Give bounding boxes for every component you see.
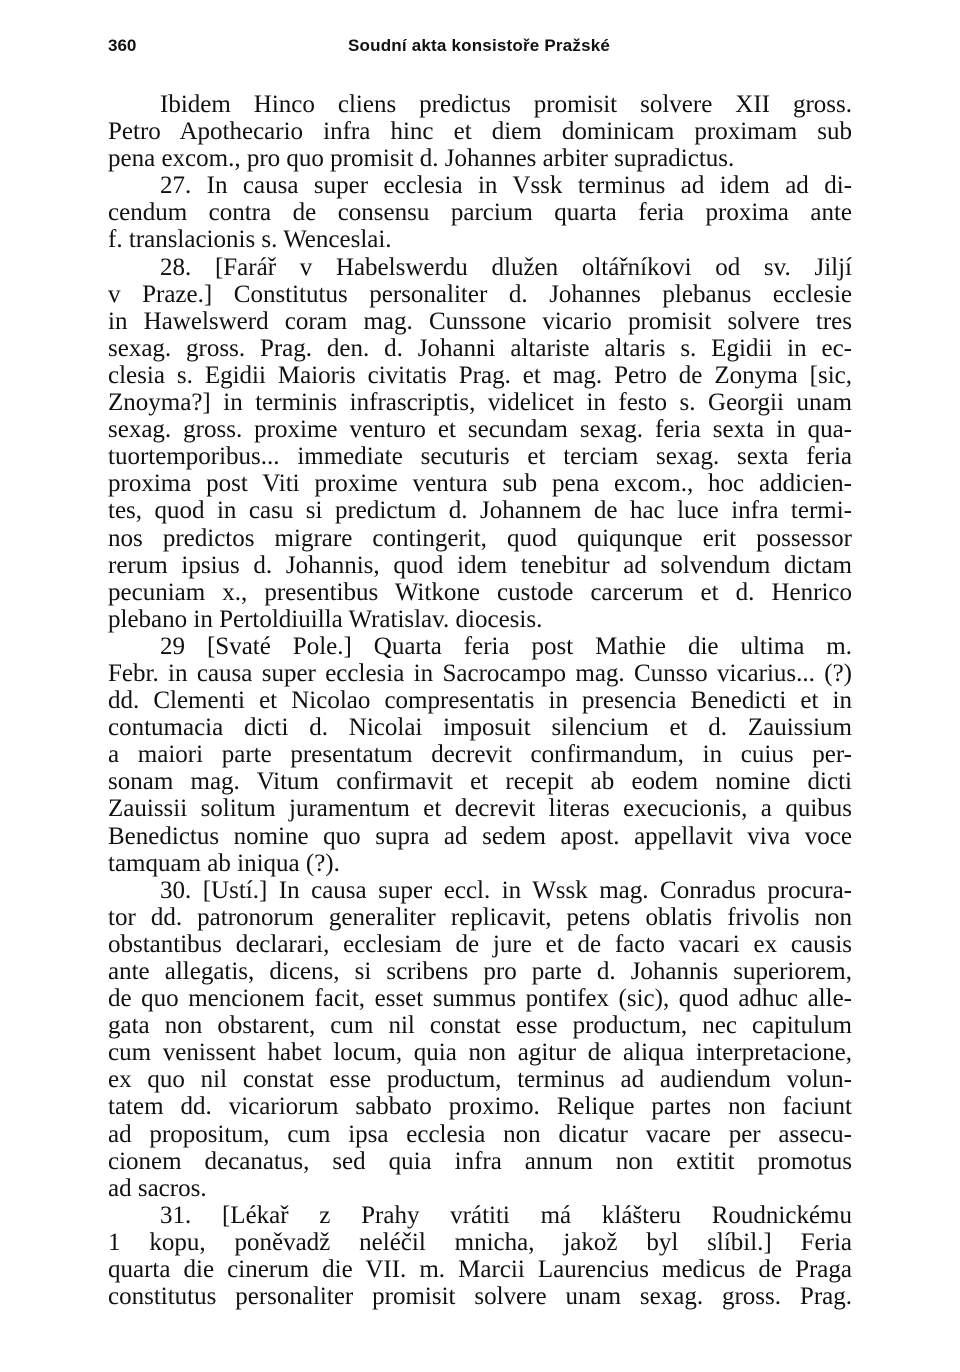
text-line: tor dd. patronorum generaliter replicavit, petens oblatis frivolis non: [108, 903, 852, 931]
text-line: ad propositum, cum ipsa ecclesia non dicatur vacare per assecu-: [108, 1120, 852, 1148]
text-line: ad sacros.: [108, 1174, 207, 1202]
text-line: pecuniam x., presentibus Witkone custode carcerum et d. Henrico: [108, 578, 852, 606]
text-line: cionem decanatus, sed quia infra annum non extitit promotus: [108, 1147, 852, 1175]
text-line: sonam mag. Vitum confirmavit et recepit ab eodem nomine dicti: [108, 768, 852, 796]
text-line: tamquam ab iniqua (?).: [108, 849, 340, 877]
text-line: de quo mencionem facit, esset summus pontifex (sic), quod adhuc alle-: [108, 985, 852, 1013]
running-title: Soudní akta konsistoře Pražské: [348, 36, 611, 55]
text-line: contumacia dicti d. Nicolai imposuit silencium et d. Zauissium: [108, 714, 852, 742]
text-line: rerum ipsius d. Johannis, quod idem tenebitur ad solvendum dictam: [108, 551, 852, 579]
text-line: Benedictus nomine quo supra ad sedem apost. appellavit viva voce: [108, 822, 852, 850]
text-line: f. translacionis s. Wenceslai.: [108, 226, 392, 254]
text-line: Znoyma?] in terminis infrascriptis, videlicet in festo s. Georgii unam: [108, 389, 852, 417]
running-head: [108, 36, 852, 60]
text-line: proxima post Viti proxime ventura sub pena excom., hoc addicien-: [108, 470, 852, 498]
text-line: constitutus personaliter promisit solvere unam sexag. gross. Prag.: [108, 1283, 852, 1311]
text-line: 27. In causa super ecclesia in Vssk terminus ad idem ad di-: [160, 172, 852, 200]
text-line: ante allegatis, dicens, si scribens pro parte d. Johannis superiorem,: [108, 958, 852, 985]
body-text: [108, 91, 852, 1310]
text-line: cendum contra de consensu parcium quarta feria proxima ante: [108, 199, 852, 227]
text-line: gata non obstarent, cum nil constat esse productum, nec capitulum: [108, 1012, 852, 1040]
text-line: Febr. in causa super ecclesia in Sacrocampo mag. Cunsso vicarius... (?): [108, 659, 852, 687]
text-line: 28. [Farář v Habelswerdu dlužen oltářníkovi od sv. Jiljí: [160, 253, 852, 281]
text-line: v Praze.] Constitutus personaliter d. Johannes plebanus ecclesie: [108, 280, 852, 308]
text-line: in Hawelswerd coram mag. Cunssone vicario promisit solvere tres: [108, 307, 852, 335]
text-line: obstantibus declarari, ecclesiam de jure et de facto vacari ex causis: [108, 930, 852, 958]
text-line: sexag. gross. proxime venturo et secundam sexag. feria sexta in qua-: [108, 416, 852, 444]
text-line: plebano in Pertoldiuilla Wratislav. diocesis.: [108, 605, 543, 633]
text-line: 30. [Ustí.] In causa super eccl. in Wssk mag. Conradus procura-: [160, 876, 852, 904]
text-line: dd. Clementi et Nicolao compresentatis in presencia Benedicti et in: [108, 687, 852, 715]
text-line: nos predictos migrare contingerit, quod quiqunque erit possessor: [108, 524, 852, 552]
text-line: 1 kopu, poněvadž neléčil mnicha, jakož byl slíbil.] Feria: [108, 1228, 852, 1256]
text-line: tuortemporibus... immediate secuturis et terciam sexag. sexta feria: [108, 443, 852, 471]
text-line: cum venissent habet locum, quia non agitur de aliqua interpretacione,: [108, 1039, 852, 1067]
text-line: pena excom., pro quo promisit d. Johannes arbiter supradictus.: [108, 145, 735, 173]
text-line: Ibidem Hinco cliens predictus promisit solvere XII gross.: [160, 91, 852, 118]
text-line: clesia s. Egidii Maioris civitatis Prag. et mag. Petro de Zonyma [sic,: [108, 361, 852, 389]
text-line: 31. [Lékař z Prahy vrátiti má klášteru Roudnickému: [160, 1201, 852, 1229]
text-line: tatem dd. vicariorum sabbato proximo. Relique partes non faciunt: [108, 1093, 852, 1121]
text-line: tes, quod in casu si predictum d. Johannem de hac luce infra termi-: [108, 497, 852, 525]
text-line: a maiori parte presentatum decrevit confirmandum, in cuius per-: [108, 741, 852, 769]
text-line: ex quo nil constat esse productum, terminus ad audiendum volun-: [108, 1066, 852, 1094]
text-line: quarta die cinerum die VII. m. Marcii Laurencius medicus de Praga: [108, 1256, 852, 1284]
text-line: sexag. gross. Prag. den. d. Johanni altariste altaris s. Egidii in ec-: [108, 334, 852, 362]
text-line: Petro Apothecario infra hinc et diem dominicam proximam sub: [108, 118, 852, 146]
page-number: 360: [108, 36, 137, 55]
text-line: 29 [Svaté Pole.] Quarta feria post Mathie die ultima m.: [160, 632, 852, 660]
text-line: Zauissii solitum juramentum et decrevit literas execucionis, a quibus: [108, 795, 852, 823]
